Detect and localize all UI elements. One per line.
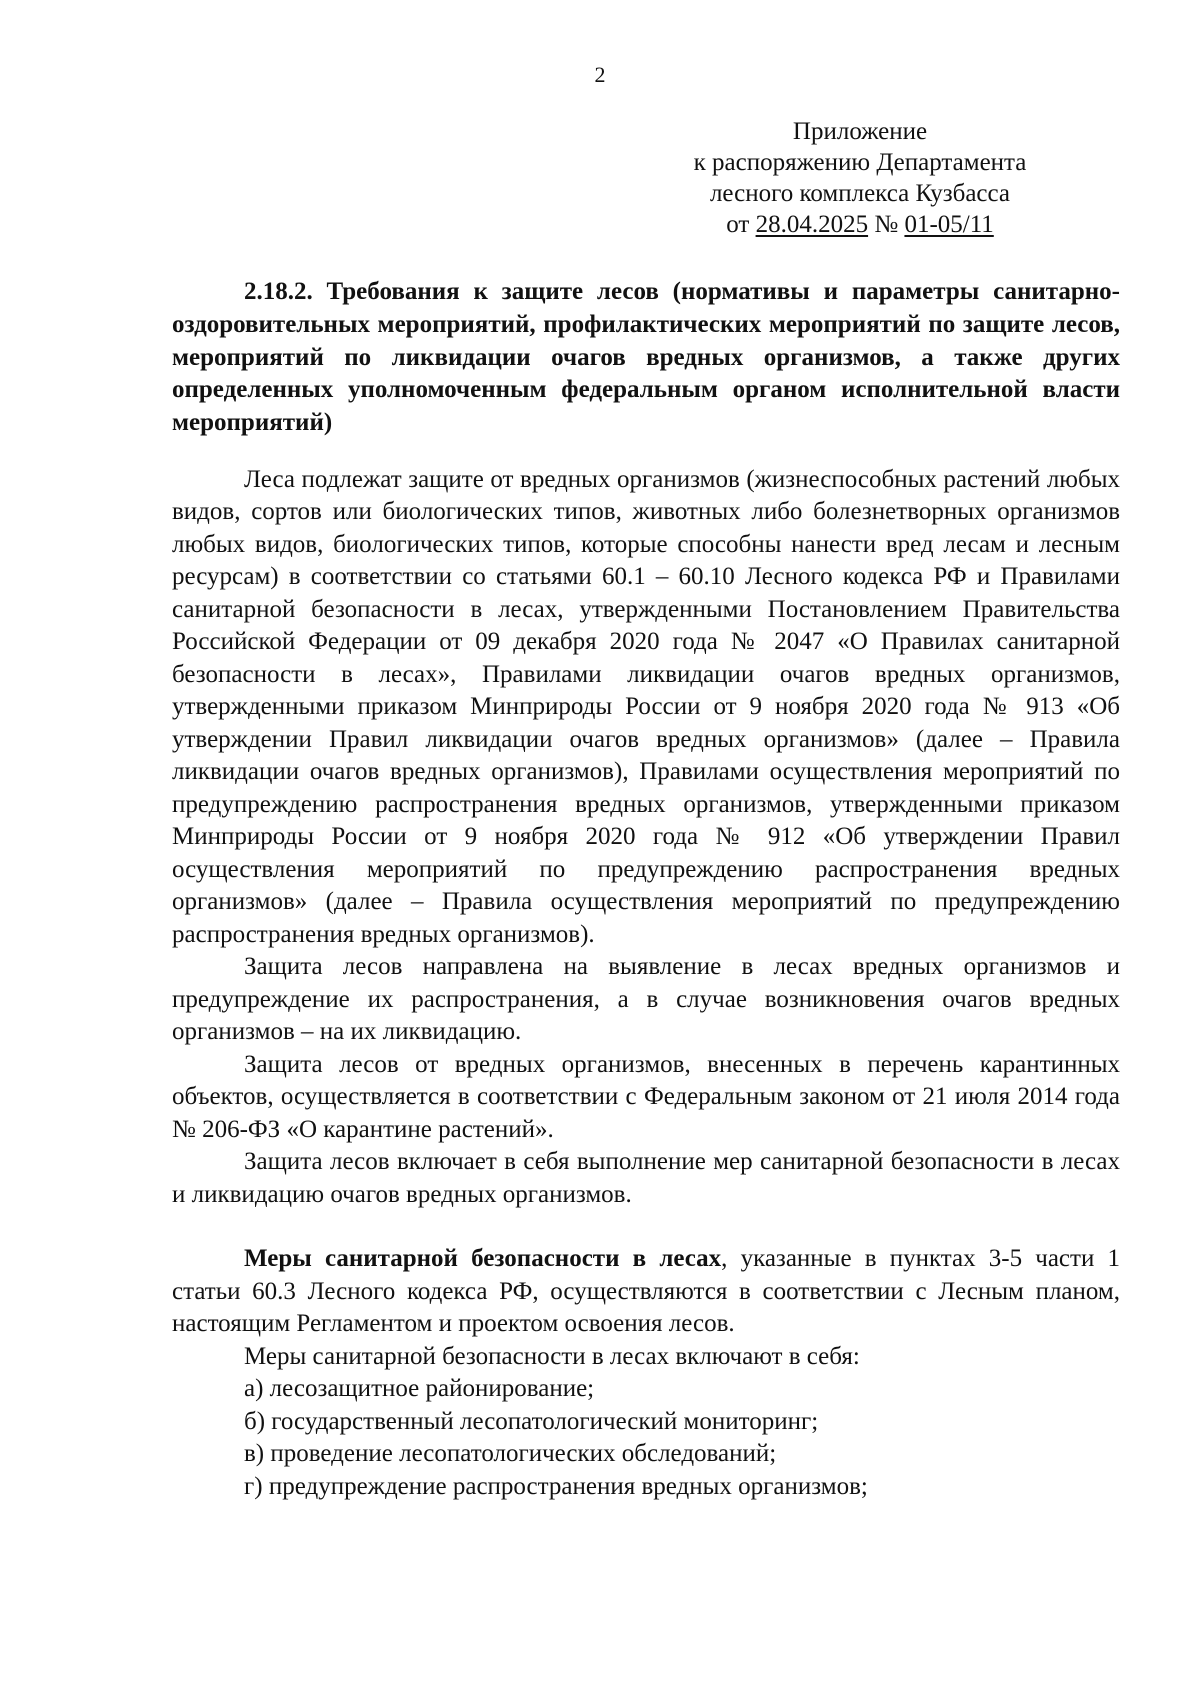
appendix-date-prefix: от — [726, 211, 756, 238]
appendix-title: Приложение — [792, 118, 928, 145]
section-gap — [172, 1211, 1120, 1243]
appendix-line-order: к распоряжению Департамента — [693, 149, 1027, 176]
appendix-date-line — [660, 209, 1060, 240]
document-body — [172, 276, 1120, 1503]
paragraph-protection-goal: Защита лесов направлена на выявление в лесах вредных организмов и предупреждение их распространения, а в случае возникновения очагов вредных организмов – на их ликвидацию. — [172, 953, 1120, 1046]
paragraph-forest-protection-rules: Леса подлежат защите от вредных организмов (жизнеспособных растений любых видов, сортов или биологических типов, животных либо болезнетворных организмов любых видов, биологических типов, которые способны нанести вред лесам и лесным ресурсам) в соответствии со статьями 60.1 – 60.10 Лесного кодекса РФ и Правилами санитарной безопасности в лесах, утвержденными Постановлением Правительства Российской Федерации от 09 декабря 2020 года № 2047 «О Правилах санитарной безопасности в лесах», Правилами ликвидации очагов вредных организмов, утвержденными приказом Минприроды России от 9 ноября 2020 года № 913 «Об утверждении Правил ликвидации очагов вредных организмов» (далее – Правила ликвидации очагов вредных организмов), Правилами осуществления мероприятий по предупреждению распространения вредных организмов, утвержденными приказом Минприроды России от 9 ноября 2020 года № 912 «Об утверждении Правил осуществления мероприятий по предупреждению распространения вредных организмов» (далее – Правила осуществления мероприятий по предупреждению распространения вредных организмов). — [172, 465, 1120, 948]
paragraph-quarantine: Защита лесов от вредных организмов, внесенных в перечень карантинных объектов, осуществляется в соответствии с Федеральным законом от 21 июля 2014 года № 206-ФЗ «О карантине растений». — [172, 1050, 1120, 1143]
paragraph-protection-includes: Защита лесов включает в себя выполнение мер санитарной безопасности в лесах и ликвидацию очагов вредных организмов. — [172, 1148, 1120, 1208]
sanitary-measures-intro: Меры санитарной безопасности в лесах включают в себя: — [244, 1342, 860, 1370]
sanitary-measures-text: , указанные в пунктах 3-5 части 1 статьи 60.3 Лесного кодекса РФ, осуществляются в соответствии с Лесным планом, настоящим Регламентом и проектом освоения лесов. — [172, 1245, 1120, 1338]
appendix-block — [660, 116, 1060, 240]
appendix-date: 28.04.2025 — [755, 211, 869, 238]
list-item: г) предупреждение распространения вредных организмов; — [244, 1472, 868, 1500]
sanitary-measures-term: Меры санитарной безопасности в лесах — [244, 1245, 722, 1273]
page-number: 2 — [594, 62, 606, 87]
list-item: в) проведение лесопатологических обследований; — [244, 1440, 777, 1468]
appendix-line-department: лесного комплекса Кузбасса — [709, 180, 1011, 207]
section-heading: 2.18.2. Требования к защите лесов (нормативы и параметры санитарно-оздоровительных мероприятий, профилактических мероприятий по защите лесов, мероприятий по ликвидации очагов вредных организмов, а также других определенных уполномоченным федеральным органом исполнительной власти мероприятий) — [172, 278, 1120, 437]
paragraph-sanitary-measures — [172, 1243, 1120, 1341]
appendix-number-prefix: № — [868, 211, 905, 238]
list-item: б) государственный лесопатологический мониторинг; — [244, 1407, 819, 1435]
list-item: а) лесозащитное районирование; — [244, 1375, 595, 1403]
appendix-number: 01-05/11 — [904, 211, 994, 238]
